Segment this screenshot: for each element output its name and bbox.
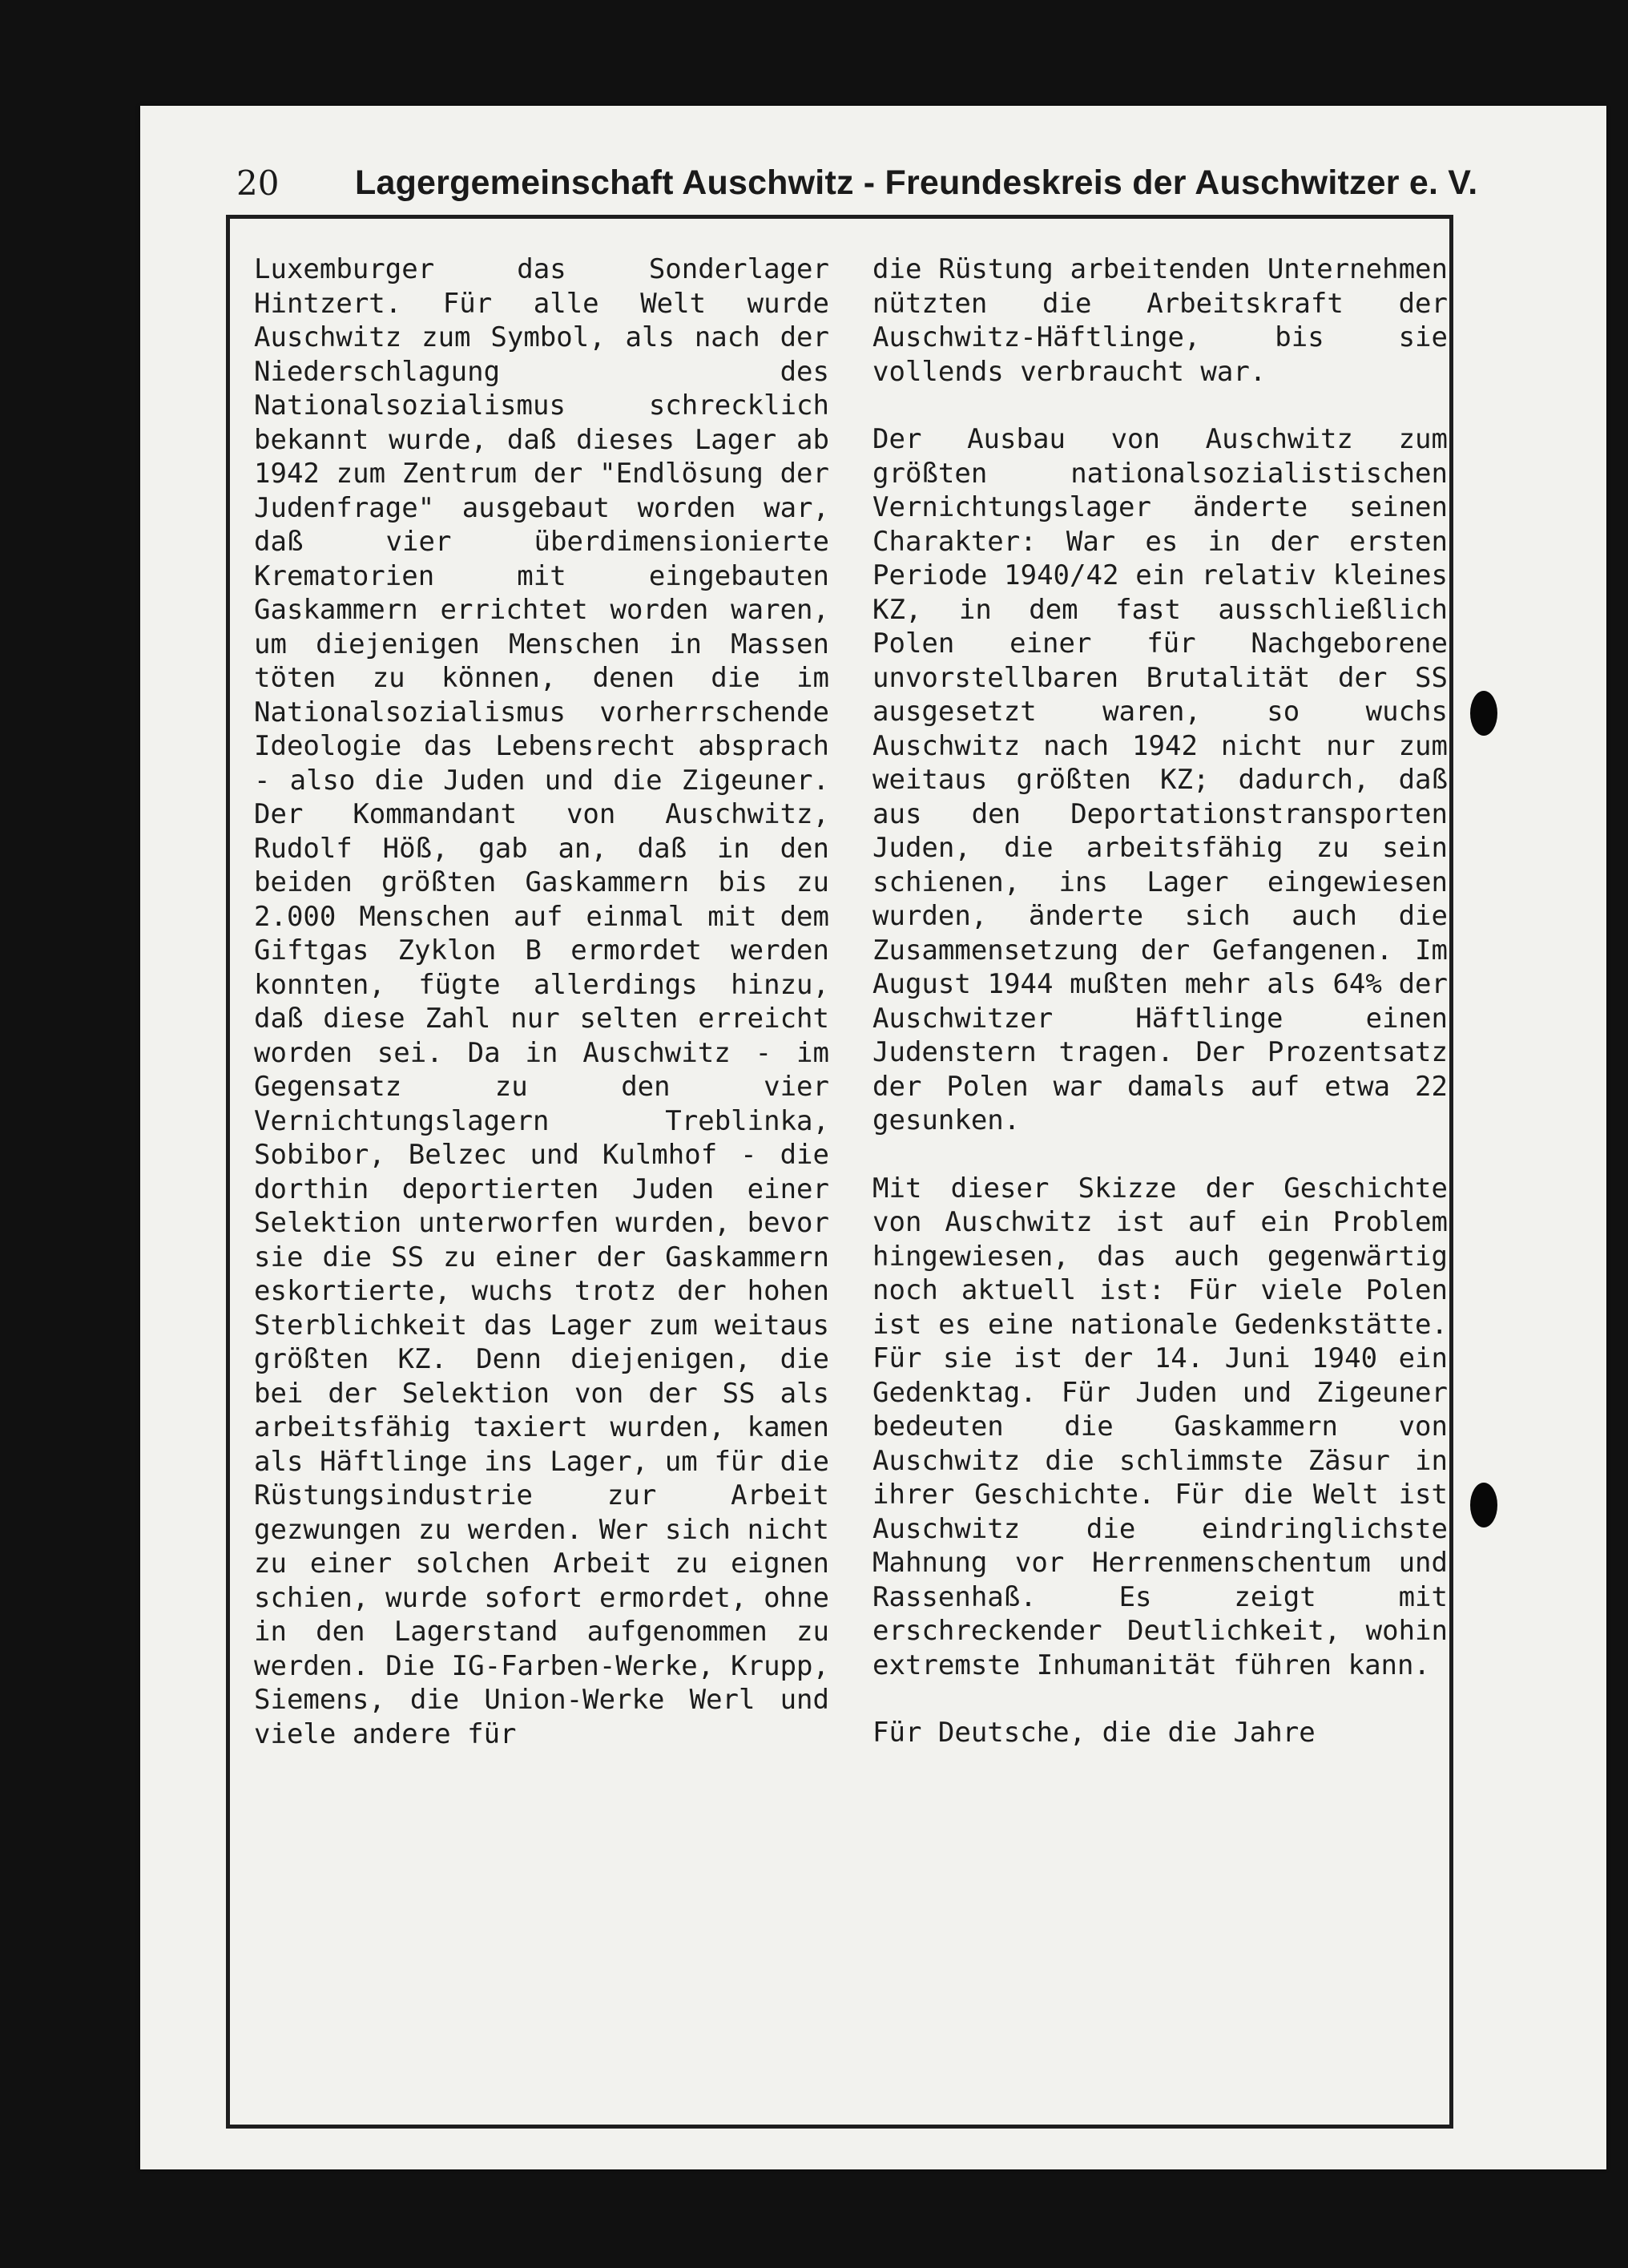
document-page — [140, 106, 1606, 2169]
column-left — [254, 252, 829, 1751]
page-header — [236, 163, 1590, 220]
paragraph: Für Deutsche, die die Jahre — [872, 1717, 1316, 1749]
paragraph: Luxemburger das Sonderlager Hintzert. Für alle Welt wurde Auschwitz zum Symbol, als nach der Niederschlagung des Nationalsozialismus schrecklich bekannt wurde, daß dieses Lager ab 1942 zum Zentrum der "Endlösung der Judenfrage" ausgebaut worden war, daß vier überdimensionierte Krematorien mit eingebauten Gaskammern errichtet worden waren, um diejenigen Menschen in Massen töten zu können, denen die im Nationalsozialismus vorherrschende Ideologie das Lebensrecht absprach - also die Juden und die Zigeuner. Der Kommandant von Auschwitz, Rudolf Höß, gab an, daß in den beiden größten Gaskammern bis zu 2.000 Menschen auf einmal mit dem Giftgas Zyklon B ermordet werden konnten, fügte allerdings hinzu, daß diese Zahl nur selten erreicht worden sei. Da in Auschwitz - im Gegensatz zu den vier Vernichtungslagern Treblinka, Sobibor, Belzec und Kulmhof - die dorthin deportierten Juden einer Selektion unterworfen wurden, bevor sie die SS zu einer der Gaskammern eskortierte, wuchs trotz der hohen Sterblichkeit das Lager zum weitaus größten KZ. Denn diejenigen, die bei der Selektion von der SS als arbeitsfähig taxiert wurden, kamen als Häftlinge ins Lager, um für die Rüstungsindustrie zur Arbeit gezwungen zu werden. Wer sich nicht zu einer solchen Arbeit zu eignen schien, wurde sofort ermordet, ohne in den Lagerstand aufgenommen zu werden. Die IG-Farben-Werke, Krupp, Siemens, die Union-Werke Werl und viele andere für — [254, 253, 829, 1750]
running-title: Lagergemeinschaft Auschwitz - Freundeskreis der Auschwitzer e. V. — [355, 163, 1478, 202]
text-frame — [226, 215, 1453, 2129]
paragraph: die Rüstung arbeitenden Unternehmen nützten die Arbeitskraft der Auschwitz-Häftlinge, bis sie vollends verbraucht war. — [872, 253, 1448, 388]
paragraph: Der Ausbau von Auschwitz zum größten nationalsozialistischen Vernichtungslager änderte seinen Charakter: War es in der ersten Periode 1940/42 ein relativ kleines KZ, in dem fast ausschließlich Polen einer für Nachgeborene unvorstellbaren Brutalität der SS ausgesetzt waren, so wuchs Auschwitz nach 1942 nicht nur zum weitaus größten KZ; dadurch, daß aus den Deportationstransporten Juden, die arbeitsfähig zu sein schienen, ins Lager eingewiesen wurden, änderte sich auch die Zusammensetzung der Gefangenen. Im August 1944 mußten mehr als 64% der Auschwitzer Häftlinge einen Judenstern tragen. Der Prozentsatz der Polen war damals auf etwa 22 gesunken. — [872, 423, 1448, 1136]
page-number: 20 — [236, 163, 280, 203]
column-right — [872, 252, 1448, 1750]
punch-hole — [1470, 1483, 1497, 1527]
paragraph: Mit dieser Skizze der Geschichte von Auschwitz ist auf ein Problem hingewiesen, das auch gegenwärtig noch aktuell ist: Für viele Polen ist es eine nationale Gedenkstätte. Für sie ist der 14. Juni 1940 ein Gedenktag. Für Juden und Zigeuner bedeuten die Gaskammern von Auschwitz die schlimmste Zäsur in ihrer Geschichte. Für die Welt ist Auschwitz die eindringlichste Mahnung vor Herrenmenschentum und Rassenhaß. Es zeigt mit erschreckender Deutlichkeit, wohin extremste Inhumanität führen kann. — [872, 1172, 1448, 1681]
punch-hole — [1470, 691, 1497, 736]
